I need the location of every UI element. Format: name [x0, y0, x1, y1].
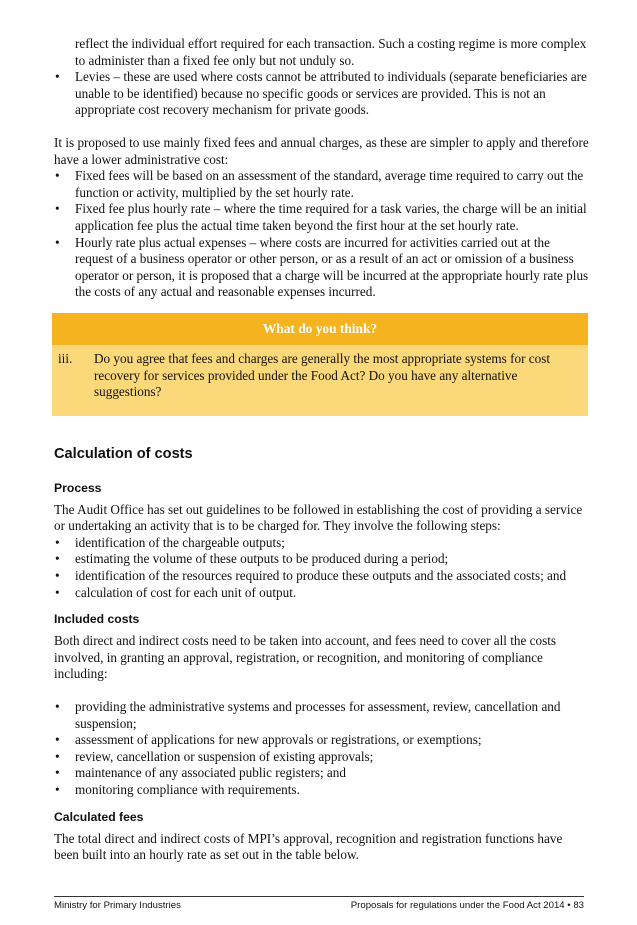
list-item: • identification of the chargeable outputs;: [55, 534, 285, 550]
bullet-icon: •: [55, 201, 60, 217]
bullet-icon: •: [55, 765, 60, 781]
question-number: iii.: [58, 350, 73, 366]
footer-left: Ministry for Primary Industries: [54, 900, 181, 911]
section-heading: Calculation of costs: [54, 445, 193, 462]
bullet-icon: •: [55, 782, 60, 797]
page-content: [54, 36, 589, 864]
bullet-icon: •: [55, 69, 60, 85]
list-item: • review, cancellation or suspension of existing approvals;: [55, 748, 374, 764]
subheading-process: Process: [54, 480, 102, 495]
process-bullet-list: [54, 535, 589, 601]
subheading-included-costs: Included costs: [54, 612, 140, 627]
list-item: • Fixed fees will be based on an assessment of the standard, average time required to carry out the function or activity, multiplied by the set hourly rate.: [55, 168, 584, 200]
list-item: • assessment of applications for new approvals or registrations, or exemptions;: [55, 732, 482, 748]
proposal-bullet-list: [54, 168, 589, 301]
footer-right: Proposals for regulations under the Food Act 2014 • 83: [350, 900, 584, 911]
list-item: • maintenance of any associated public registers; and: [55, 765, 346, 781]
list-item: • Fixed fee plus hourly rate – where the time required for a task varies, the charge will be an initial application fee plus the actual time taken beyond the first hour at the set hourly rate.: [55, 201, 587, 233]
subheading-calculated-fees: Calculated fees: [54, 809, 144, 824]
bullet-icon: •: [55, 584, 60, 600]
list-item: • Levies – these are used where costs cannot be attributed to individuals (separate beneficiaries are unable to be identified) because no specific goods or services are provided. This is not an appropriate cost recovery mechanism for private goods.: [55, 69, 587, 118]
bullet-icon: •: [55, 551, 60, 567]
bullet-icon: •: [55, 699, 60, 715]
list-item: • identification of the resources required to produce these outputs and the associated costs; and: [55, 568, 567, 584]
intro-bullet-list: [54, 69, 589, 119]
bullet-icon: •: [55, 732, 60, 748]
bullet-icon: •: [55, 534, 60, 550]
process-paragraph: The Audit Office has set out guidelines to be followed in establishing the cost of providing a service or undertaking an activity that is to be charged for. They involve the following steps:: [54, 501, 583, 534]
page-footer: [54, 896, 584, 911]
list-item: • providing the administrative systems and processes for assessment, review, cancellation and suspension;: [55, 699, 561, 731]
question-box: [52, 313, 588, 416]
bullet-icon: •: [55, 568, 60, 584]
question-box-body: [52, 345, 588, 416]
proposal-paragraph: It is proposed to use mainly fixed fees and annual charges, as these are simpler to apply and therefore have a lower administrative cost:: [54, 134, 589, 167]
list-item: • estimating the volume of these outputs to be produced during a period;: [55, 551, 449, 567]
bullet-icon: •: [55, 168, 60, 184]
bullet-icon: •: [55, 748, 60, 764]
bullet-icon: •: [55, 234, 60, 250]
question-box-title: What do you think?: [52, 313, 588, 345]
included-paragraph: Both direct and indirect costs need to be taken into account, and fees need to cover all the costs involved, in granting an approval, registration, or recognition, and monitoring of compliance including:: [54, 633, 557, 682]
list-item: • calculation of cost for each unit of output.: [55, 584, 297, 600]
list-item: • monitoring compliance with requirements.: [55, 782, 300, 797]
question-text: Do you agree that fees and charges are generally the most appropriate systems for cost recovery for services provided under the Food Act? Do you have any alternative suggestions?: [94, 350, 551, 400]
paragraph-continuation: reflect the individual effort required for each transaction. Such a costing regime is more complex to administer than a fixed fee only but not unduly so.: [75, 36, 587, 68]
included-bullet-list: [54, 699, 589, 799]
list-item: • Hourly rate plus actual expenses – where costs are incurred for activities carried out at the request of a business operator or other person, or as a result of an act or omission of a business operator or person, it is proposed that a charge will be incurred at the appropriate hourly rate plus the costs of any actual and reasonable expenses incurred.: [55, 234, 589, 300]
fees-paragraph: The total direct and indirect costs of MPI’s approval, recognition and registration functions have been built into an hourly rate as set out in the table below.: [54, 830, 563, 863]
